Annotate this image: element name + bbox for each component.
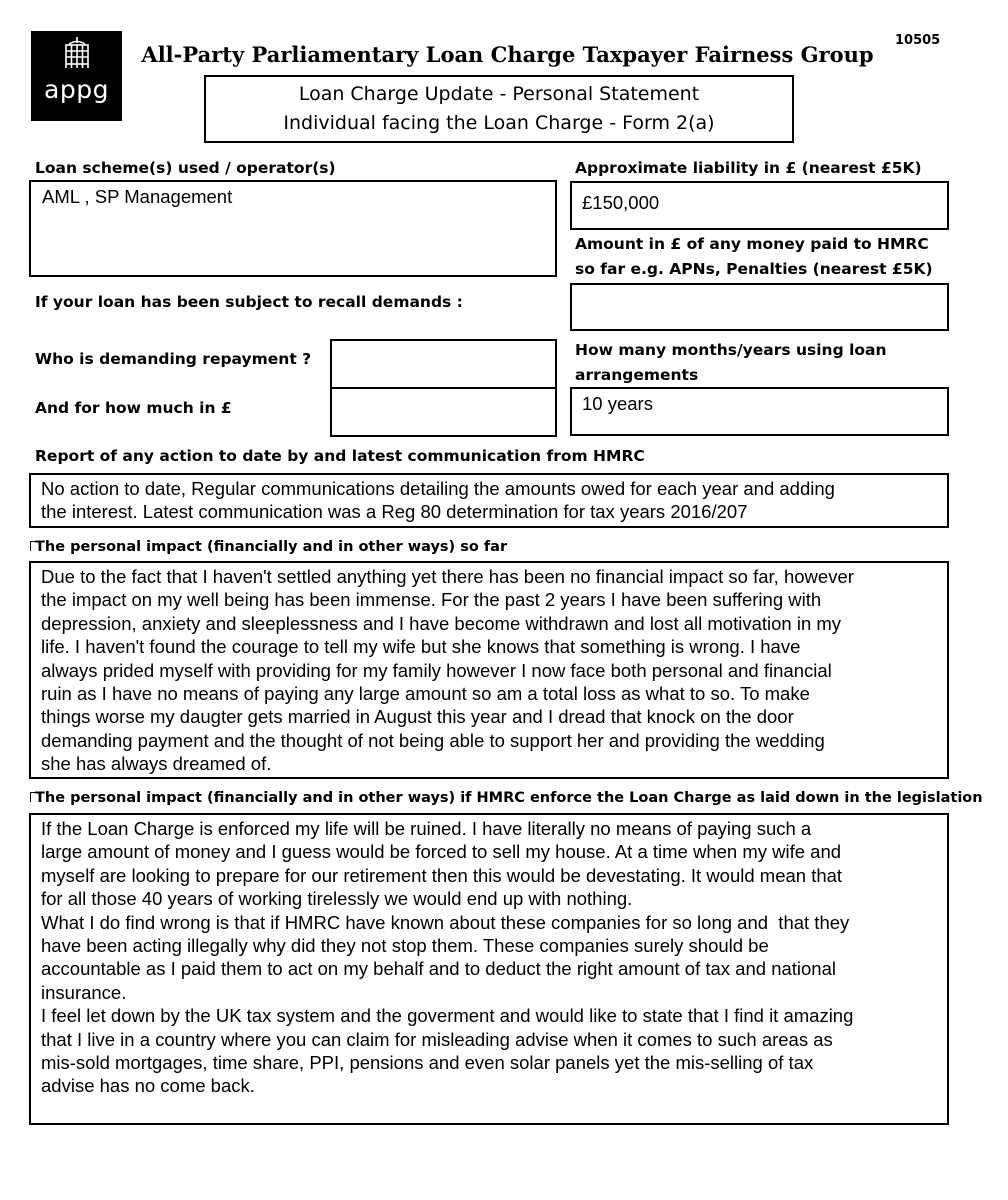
impact-so-far-field[interactable] — [29, 561, 949, 779]
liability-value: £150,000 — [582, 192, 660, 213]
impact-so-far-value: Due to the fact that I haven't settled anything yet there has been no financial impact so far, however the impact on my well being has been immense. For the past 2 years I have been suffering with depression, anxiety and sleeplessness and I have become withdrawn and lost all motivation in my life. I haven't found the courage to tell my wife but she knows that something is wrong. I have always prided myself with providing for my family however I now face both personal and financial ruin as I have no means of paying any large amount so am a total loss as what to so. To make things worse my daugter gets married in August this year and I dread that knock on the door demanding payment and the thought of not being able to support her and providing the wedding she has always dreamed of. — [41, 566, 854, 775]
form-subtitle-box — [204, 75, 794, 143]
liability-field[interactable] — [570, 181, 949, 230]
how-much-label: And for how much in £ — [35, 399, 232, 417]
paid-to-hmrc-label-line2: so far e.g. APNs, Penalties (nearest £5K) — [575, 260, 933, 278]
paid-to-hmrc-label-line1: Amount in £ of any money paid to HMRC — [575, 235, 929, 253]
appg-logo — [31, 31, 122, 121]
impact-if-enforced-value: If the Loan Charge is enforced my life will be ruined. I have literally no means of paying such a large amount of money and I guess would be forced to sell my house. At a time when my wife and myself are looking to prepare for our retirement then this would be devestating. It would mean that for all those 40 years of working tirelessly we would end up with nothing. What I do find wrong is that if HMRC have known about these companies for so long and that they have been acting illegally why did they not stop them. These companies surely should be accountable as I paid them to act on my behalf and to deduct the right amount of tax and national insurance. I feel let down by the UK tax system and the goverment and would like to state that I find it amazing that I live in a country where you can claim for misleading advise when it comes to such areas as mis-sold mortgages, time share, PPI, pensions and even solar panels yet the mis-selling of tax advise has no come back. — [41, 818, 854, 1097]
paid-to-hmrc-field[interactable] — [570, 283, 949, 331]
group-title: All-Party Parliamentary Loan Charge Taxpayer Fairness Group — [141, 42, 874, 67]
duration-value: 10 years — [582, 393, 653, 414]
duration-label-line1: How many months/years using loan — [575, 341, 887, 359]
impact-if-enforced-field[interactable] — [29, 813, 949, 1125]
portcullis-icon — [62, 37, 92, 71]
loan-schemes-field[interactable] — [29, 180, 557, 277]
document-id: 10505 — [895, 33, 941, 48]
who-demanding-field[interactable] — [330, 339, 557, 389]
hmrc-action-label: Report of any action to date by and latest communication from HMRC — [35, 447, 645, 465]
hmrc-action-field[interactable] — [29, 473, 949, 528]
duration-label-line2: arrangements — [575, 366, 699, 384]
how-much-field[interactable] — [330, 387, 557, 437]
hmrc-action-value: No action to date, Regular communications detailing the amounts owed for each year and adding the interest. Latest communication was a Reg 80 determination for tax years 2016/207 — [41, 478, 835, 523]
duration-field[interactable] — [570, 387, 949, 436]
impact-if-enforced-label: The personal impact (financially and in other ways) if HMRC enforce the Loan Charge as laid down in the legislation — [35, 790, 983, 806]
impact-so-far-label: The personal impact (financially and in other ways) so far — [35, 539, 508, 555]
recall-demands-label: If your loan has been subject to recall demands : — [35, 293, 463, 311]
paid-to-hmrc-value — [572, 285, 947, 287]
how-much-value — [332, 389, 555, 391]
who-demanding-label: Who is demanding repayment ? — [35, 350, 312, 368]
who-demanding-value — [332, 341, 555, 343]
loan-schemes-label: Loan scheme(s) used / operator(s) — [35, 159, 336, 177]
logo-text: appg — [44, 75, 109, 104]
form-subtitle-line2: Individual facing the Loan Charge - Form 2(a) — [283, 112, 715, 134]
loan-schemes-value: AML , SP Management — [42, 186, 233, 207]
liability-label: Approximate liability in £ (nearest £5K) — [575, 159, 922, 177]
form-subtitle-line1: Loan Charge Update - Personal Statement — [298, 83, 700, 105]
